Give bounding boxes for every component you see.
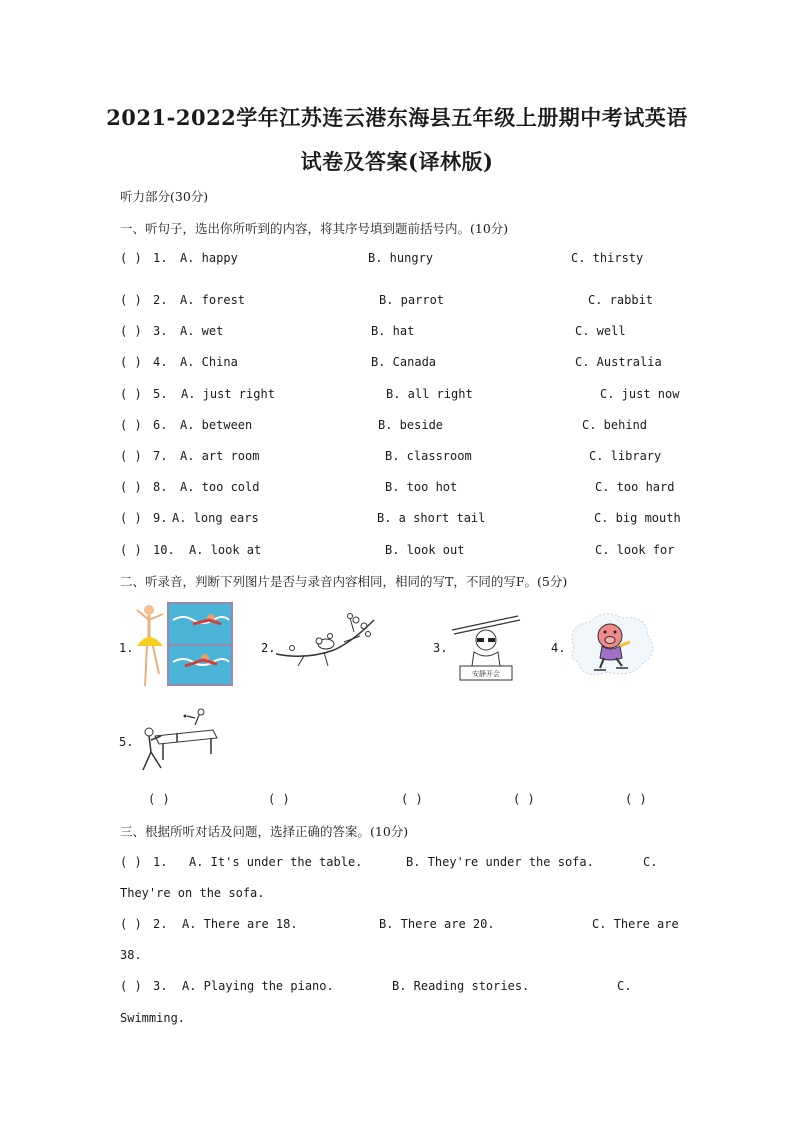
sign-text: 安静开会 [472,670,500,678]
option-c: C. [617,979,632,993]
picture-2-answer-blank[interactable]: ( ) [268,792,290,806]
s1-question-10 [120,543,676,561]
option-c: C. [643,855,658,869]
s1-question-9 [120,511,681,529]
answer-blank[interactable]: ( ) [120,324,142,338]
s3-question-1-c-continued: They're on the sofa. [120,886,265,900]
option-b: B. all right [386,387,473,401]
option-a: A. art room [180,449,260,463]
option-c: C. behind [582,418,648,432]
answer-blank[interactable]: ( ) [120,480,142,494]
question-number: 2. [153,917,168,931]
page-title-line2: 试卷及答案(译林版) [300,149,494,174]
option-a: A. too cold [180,480,260,494]
section1-instruction: 一、听句子，选出你所听到的内容，将其序号填到题前括号内。(10分) [120,221,509,236]
option-c: C. just now [600,387,680,401]
option-c: C. library [589,449,662,463]
s1-question-1 [120,251,676,269]
option-c: C. big mouth [594,511,681,525]
answer-blank[interactable]: ( ) [120,251,142,265]
option-c: C. Australia [575,355,662,369]
answer-blank[interactable]: ( ) [120,855,142,869]
option-a: A. Playing the piano. [182,979,334,993]
option-b: B. beside [378,418,444,432]
option-b: B. Canada [371,355,437,369]
question-number: 6. [153,418,168,432]
picture-2-label: 2. [261,641,276,655]
question-number: 3. [153,979,168,993]
table-tennis-picture [137,706,221,774]
question-number: 7. [153,449,168,463]
question-number: 10. [153,543,175,557]
section3-instruction: 三、根据所听对话及问题，选择正确的答案。(10分) [120,824,409,839]
answer-blank[interactable]: ( ) [120,449,142,463]
answer-blank[interactable]: ( ) [120,979,142,993]
listening-header: 听力部分(30分) [120,189,209,204]
picture-1-label: 1. [119,641,134,655]
option-a: A. just right [181,387,275,401]
picture-5-answer-blank[interactable]: ( ) [625,792,647,806]
page-title-line1: 2021-2022学年江苏连云港东海县五年级上册期中考试英语 [106,105,688,130]
option-b: B. hungry [368,251,434,265]
question-number: 2. [153,293,168,307]
quiet-sign-picture [446,612,524,686]
option-c: C. look for [595,543,675,557]
s1-question-7 [120,449,676,467]
answer-blank[interactable]: ( ) [120,511,142,525]
option-b: B. There are 20. [379,917,495,931]
answer-blank[interactable]: ( ) [120,387,142,401]
section2-instruction: 二、听录音，判断下列图片是否与录音内容相同，相同的写T，不同的写F。(5分) [120,574,568,589]
option-b: B. hat [371,324,415,338]
answer-blank[interactable]: ( ) [120,418,142,432]
option-c: C. rabbit [588,293,654,307]
s3-question-1 [120,855,676,873]
option-a: A. look at [189,543,262,557]
option-b: B. They're under the sofa. [406,855,594,869]
option-b: B. classroom [385,449,472,463]
option-a: A. It's under the table. [189,855,363,869]
s1-question-3 [120,324,676,342]
answer-blank[interactable]: ( ) [120,355,142,369]
option-a: A. between [180,418,253,432]
s3-question-3 [120,979,676,997]
picture-3-label: 3. [433,641,448,655]
option-b: B. too hot [385,480,458,494]
option-a: A. wet [180,324,224,338]
ballet-swimming-picture [133,598,237,690]
answer-blank[interactable]: ( ) [120,543,142,557]
picture-3-answer-blank[interactable]: ( ) [401,792,423,806]
option-c: C. well [575,324,626,338]
bird-branch-picture [274,612,376,672]
s1-question-6 [120,418,676,436]
picture-4-label: 4. [551,641,566,655]
question-number: 9. [153,511,168,525]
picture-5-label: 5. [119,735,134,749]
question-number: 5. [153,387,168,401]
option-a: A. happy [180,251,238,265]
option-a: A. China [180,355,238,369]
answer-blank[interactable]: ( ) [120,293,142,307]
picture-4-answer-blank[interactable]: ( ) [513,792,535,806]
option-a: A. There are 18. [182,917,298,931]
answer-blank[interactable]: ( ) [120,917,142,931]
option-b: B. look out [385,543,465,557]
s1-question-5 [120,387,680,405]
question-number: 8. [153,480,168,494]
option-b: B. a short tail [377,511,486,525]
s3-question-3-c-continued: Swimming. [120,1011,186,1025]
picture-1-answer-blank[interactable]: ( ) [148,792,170,806]
option-b: B. Reading stories. [392,979,530,993]
option-c: C. thirsty [571,251,644,265]
question-number: 3. [153,324,168,338]
s3-question-2 [120,917,679,935]
skating-pig-picture [564,612,658,682]
s3-question-2-c-continued: 38. [120,948,142,962]
question-number: 1. [153,855,168,869]
option-c: C. There are [592,917,679,931]
option-b: B. parrot [379,293,445,307]
s1-question-4 [120,355,676,373]
question-number: 1. [153,251,168,265]
option-a: A. forest [180,293,246,307]
option-c: C. too hard [595,480,675,494]
s1-question-2 [120,293,676,311]
option-a: A. long ears [172,511,259,525]
question-number: 4. [153,355,168,369]
s1-question-8 [120,480,676,498]
